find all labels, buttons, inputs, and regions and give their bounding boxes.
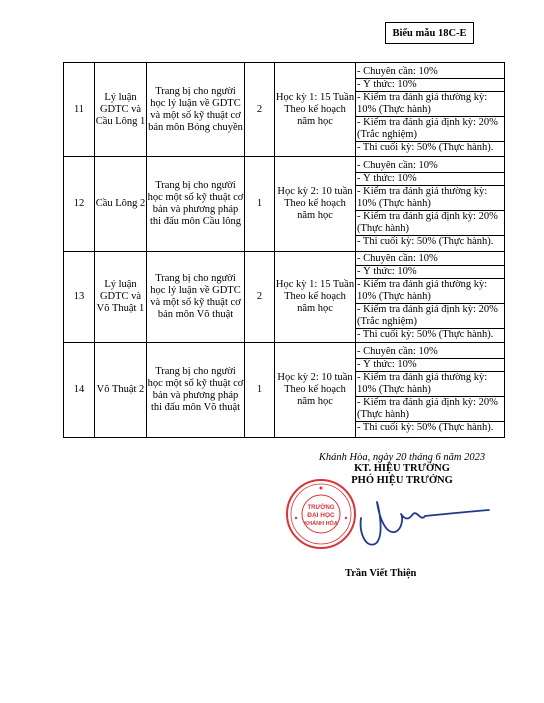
course-desc-cell: Trang bị cho người học một số kỹ thuật cơ bản và phương pháp thi đấu môn Võ thuật: [147, 343, 245, 438]
assessment-item: - Ý thức: 10%: [356, 358, 504, 371]
assessment-item: - Thi cuối kỳ: 50% (Thực hành).: [356, 421, 504, 434]
university-seal: [285, 478, 357, 550]
credits-cell: 1: [245, 157, 275, 252]
stt-cell: 12: [64, 157, 95, 252]
stt-cell: 14: [64, 343, 95, 438]
assessment-item: - Thi cuối kỳ: 50% (Thực hành).: [356, 235, 504, 248]
seal-text-line-2: ĐẠI HỌC: [307, 512, 335, 519]
course-name-cell: Võ Thuật 2: [95, 343, 147, 438]
assessment-item: - Thi cuối kỳ: 50% (Thực hành).: [356, 141, 504, 154]
time-cell: Học kỳ 1: 15 Tuần Theo kế hoạch năm học: [275, 63, 356, 157]
assessment-item: - Chuyên cần: 10%: [357, 160, 438, 171]
course-desc-cell: Trang bị cho người học lý luận về GDTC và một số kỹ thuật cơ bản môn Bóng chuyền: [147, 63, 245, 157]
course-table-body: [64, 63, 505, 438]
assessment-item: - Chuyên cần: 10%: [357, 65, 438, 77]
assessment-cell: [356, 252, 505, 343]
place-date: Khánh Hòa, ngày 20 tháng 6 năm 2023: [318, 452, 486, 463]
time-cell: Học kỳ 2: 10 tuần Theo kế hoạch năm học: [275, 343, 356, 438]
assessment-item: - Chuyên cần: 10%: [357, 346, 438, 357]
assessment-item: - Ý thức: 10%: [356, 172, 504, 185]
assessment-item: - Kiểm tra đánh giá thường kỳ: 10% (Thực hành): [356, 91, 504, 116]
course-name-cell: Lý luận GDTC và Võ Thuật 1: [95, 252, 147, 343]
assessment-item: - Kiểm tra đánh giá định kỳ: 20% (Thực hành): [356, 396, 504, 421]
assessment-item: - Kiểm tra đánh giá thường kỳ: 10% (Thực hành): [356, 278, 504, 303]
assessment-item: - Kiểm tra đánh giá định kỳ: 20% (Trắc nghiệm): [356, 116, 504, 141]
table-row: [64, 63, 505, 157]
credits-cell: 1: [245, 343, 275, 438]
table-row: [64, 343, 505, 438]
assessment-item: - Chuyên cần: 10%: [357, 253, 438, 264]
assessment-item: - Kiểm tra đánh giá định kỳ: 20% (Trắc nghiệm): [356, 303, 504, 328]
seal-text-line-3: KHÁNH HÒA: [304, 521, 338, 527]
time-cell: Học kỳ 2: 10 tuần Theo kế hoạch năm học: [275, 157, 356, 252]
assessment-item: - Kiểm tra đánh giá thường kỳ: 10% (Thực hành): [356, 185, 504, 210]
credits-cell: 2: [245, 252, 275, 343]
assessment-item: - Kiểm tra đánh giá định kỳ: 20% (Thực hành): [356, 210, 504, 235]
table-row: [64, 252, 505, 343]
assessment-item: - Ý thức: 10%: [356, 265, 504, 278]
table-row: [64, 157, 505, 252]
course-name-cell: Lý luận GDTC và Cầu Lông 1: [95, 63, 147, 157]
course-name-cell: Cầu Lông 2: [95, 157, 147, 252]
assessment-item: - Ý thức: 10%: [356, 78, 504, 91]
assessment-cell: [356, 63, 505, 157]
stt-cell: 11: [64, 63, 95, 157]
assessment-cell: [356, 343, 505, 438]
form-code-box: Biểu mẫu 18C-E: [385, 22, 474, 44]
signer-name: Trần Viết Thiện: [345, 568, 417, 579]
assessment-cell: [356, 157, 505, 252]
handwritten-signature: [355, 492, 495, 552]
course-desc-cell: Trang bị cho người học một số kỹ thuật cơ bản và phương pháp thi đấu môn Cầu lông: [147, 157, 245, 252]
signer-title-1: KT. HIỆU TRƯỞNG: [354, 463, 450, 474]
assessment-item: - Thi cuối kỳ: 50% (Thực hành).: [356, 328, 504, 341]
stt-cell: 13: [64, 252, 95, 343]
course-desc-cell: Trang bị cho người học lý luận về GDTC và một số kỹ thuật cơ bản môn Võ thuật: [147, 252, 245, 343]
credits-cell: 2: [245, 63, 275, 157]
time-cell: Học kỳ 1: 15 Tuần Theo kế hoạch năm học: [275, 252, 356, 343]
course-table: [63, 62, 505, 438]
assessment-item: - Kiểm tra đánh giá thường kỳ: 10% (Thực hành): [356, 371, 504, 396]
signer-title-2: PHÓ HIỆU TRƯỞNG: [351, 475, 453, 486]
seal-text-line-1: TRƯỜNG: [307, 505, 335, 511]
